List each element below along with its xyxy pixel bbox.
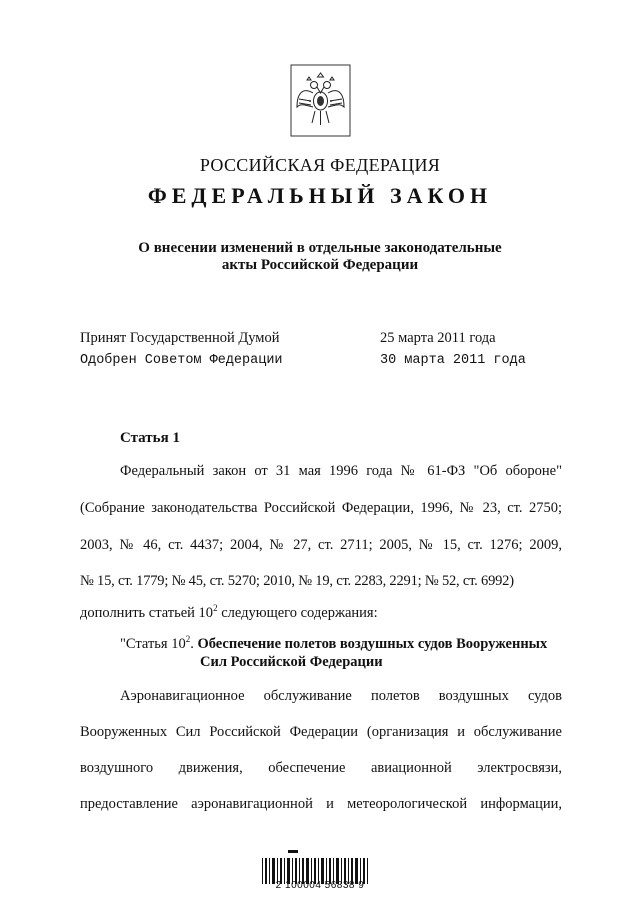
law-title [110,240,530,274]
body-line-2: Вооруженных Сил Российской Федерации (организация и обслуживание [80,724,562,740]
article-heading: Статья 1 [120,430,180,446]
quoted-article-title: "Статья $10^2$. Обеспечение полетов воздушных судов Вооруженных [120,634,548,652]
duma-adoption-date: 25 марта 2011 года [380,330,496,346]
council-approval-label: Одобрен Советом Федерации [80,353,283,368]
add-prefix: дополнить статьей 10 [80,605,214,621]
body-line-3: воздушного движения, обеспечение авиационной электросвязи, [80,760,562,776]
quote-prefix: "Статья 10 [120,636,186,652]
paragraph-line-2: (Собрание законодательства Российской Федерации, 1996, № 23, ст. 2750; [80,500,562,516]
paragraph-line-4: № 15, ст. 1779; № 45, ст. 5270; 2010, № 19, ст. 2283, 2291; № 52, ст. 6992) [80,573,514,589]
quote-title-bold-1: Обеспечение полетов воздушных судов Вооруженных [197,636,548,652]
quote-title-bold-2: Сил Российской Федерации [200,654,383,670]
coat-of-arms-icon [289,63,352,138]
country-name: РОССИЙСКАЯ ФЕДЕРАЦИЯ [199,155,441,175]
law-title-line-2: акты Российской Федерации [221,257,419,273]
document-type: ФЕДЕРАЛЬНЫЙ ЗАКОН [147,183,493,208]
add-suffix: следующего содержания: [217,605,378,621]
council-approval-date: 30 марта 2011 года [380,353,526,368]
quote-superscript: 2 [185,634,191,644]
duma-adoption-label: Принят Государственной Думой [80,330,280,346]
paragraph-line-5 [80,605,562,622]
body-line-4: предоставление аэронавигационной и метеорологической информации, [80,796,562,812]
body-line-1: Аэронавигационное обслуживание полетов воздушных судов [120,688,562,704]
paragraph-line-1: Федеральный закон от 31 мая 1996 года № 61-ФЗ "Об обороне" [120,463,562,479]
barcode-number: 2 100004 56838 9 [275,880,365,891]
law-title-line-1: О внесении изменений в отдельные законодательные [138,240,502,256]
paragraph-line-3: 2003, № 46, ст. 4437; 2004, № 27, ст. 2711; 2005, № 15, ст. 1276; 2009, [80,537,562,553]
add-superscript: 2 [213,603,218,613]
